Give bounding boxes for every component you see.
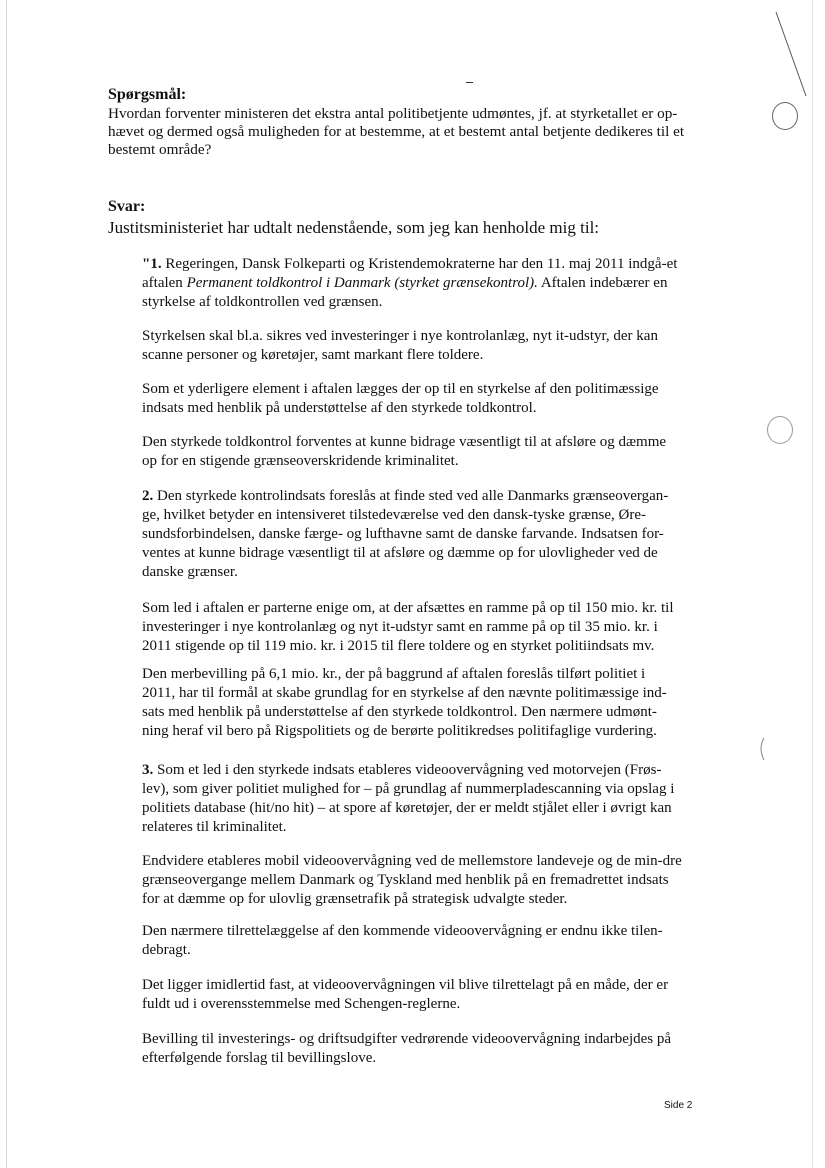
paragraph-text: Den styrkede toldkontrol forventes at kunne bidrage væsentligt til at afsløre og dæmme op for en stigende grænseoverskridende kriminalitet.	[142, 434, 667, 469]
scan-diagonal-mark	[776, 12, 806, 96]
paragraph-text: Som et led i den styrkede indsats etableres videoovervågning ved motorvejen (Frøs-lev), som giver politiet mulighed for – på grundlag af nummerpladescanning via opslag i politiets database (hit/no hit) – at spore af køretøjer, der er meldt stjålet eller i øvrigt kan relateres til kriminalitet.	[142, 762, 675, 835]
answer-paragraph	[142, 327, 682, 365]
answer-paragraph	[142, 255, 682, 312]
paragraph-number: "1.	[142, 256, 162, 272]
question-heading: Spørgsmål:	[108, 86, 187, 103]
paragraph-text: Bevilling til investerings- og driftsudgifter vedrørende videoovervågning indarbejdes på efterfølgende forslag til bevillingslove.	[142, 1031, 672, 1066]
answer-paragraph	[142, 380, 682, 418]
answer-paragraph	[142, 665, 682, 741]
answer-paragraph	[142, 487, 682, 582]
answer-paragraph	[142, 599, 682, 656]
answer-paragraph	[142, 852, 682, 909]
answer-paragraph	[142, 976, 682, 1014]
answer-paragraph	[142, 761, 682, 837]
agreement-title: Permanent toldkontrol i Danmark (styrket grænsekontrol).	[186, 275, 538, 291]
paragraph-text: Som et yderligere element i aftalen lægges der op til en styrkelse af den politimæssige indsats med henblik på understøttelse af den styrkede toldkontrol.	[142, 381, 659, 416]
paragraph-number: 2.	[142, 488, 154, 504]
scan-speck	[466, 82, 473, 83]
question-text: Hvordan forventer ministeren det ekstra antal politibetjente udmøntes, jf. at styrketallet er op-hævet og dermed også muligheden for at bestemme, at et bestemt antal betjente dedikeres til et bestemt område?	[108, 105, 685, 158]
paragraph-text: Regeringen, Dansk Folkeparti og Kristendemokraterne har den 11. maj 2011 indgå-et aftalen	[142, 256, 678, 291]
paragraph-text: Endvidere etableres mobil videoovervågning ved de mellemstore landeveje og de min-dre grænseovergange mellem Danmark og Tyskland med henblik på en fremadrettet indsats for at dæmme op for ulovlig grænsetrafik på strategisk udvalgte steder.	[142, 853, 682, 907]
answer-paragraph	[142, 433, 682, 471]
paragraph-text: Den styrkede kontrolindsats foreslås at finde sted ved alle Danmarks grænseovergan-ge, hvilket betyder en intensiveret tilstedeværelse ved den dansk-tyske grænse, Øre-sundsforbindelsen, danske færge- og lufthavne samt de danske farvande. Indsatsen for-ventes at kunne bidrage væsentligt til at afsløre og dæmme op for ulovligheder ved de danske grænser.	[142, 488, 669, 580]
answer-paragraph	[142, 1030, 682, 1068]
punch-hole-middle	[767, 416, 793, 444]
paragraph-number: 3.	[142, 762, 154, 778]
answer-intro: Justitsministeriet har udtalt nedenstående, som jeg kan henholde mig til:	[108, 218, 600, 237]
paragraph-text: Det ligger imidlertid fast, at videoovervågningen vil blive tilrettelagt på en måde, der er fuldt ud i overensstemmelse med Schengen-reglerne.	[142, 977, 669, 1012]
scan-bracket-mark	[761, 738, 764, 760]
paragraph-text: Den merbevilling på 6,1 mio. kr., der på baggrund af aftalen foreslås tilført politiet i 2011, har til formål at skabe grundlag for en styrkelse af den nævnte politimæssige ind-sats med henblik på understøttelse af den styrkede toldkontrol. Den nærmere udmønt-ning heraf vil bero på Rigspolitiets og de berørte politikredses politifaglige vurdering.	[142, 666, 667, 739]
answer-heading: Svar:	[108, 198, 146, 215]
paragraph-text: Den nærmere tilrettelæggelse af den kommende videoovervågning er endnu ikke tilen-debragt.	[142, 923, 663, 958]
paragraph-text: Som led i aftalen er parterne enige om, at der afsættes en ramme på op til 150 mio. kr. til investeringer i nye kontrolanlæg og nyt it-udstyr samt en ramme på op til 35 mio. kr. i 2011 stigende op til 119 mio. kr. i 2015 til flere toldere og en styrket politiindsats mv.	[142, 600, 674, 654]
punch-hole-top	[772, 102, 798, 130]
paragraph-text: Styrkelsen skal bl.a. sikres ved investeringer i nye kontrolanlæg, nyt it-udstyr, der kan scanne personer og køretøjer, samt markant flere toldere.	[142, 328, 658, 363]
page-number: Side 2	[664, 1100, 693, 1111]
answer-paragraph	[142, 922, 682, 960]
paragraph-text-end: Aftalen indebærer en styrkelse af toldkontrollen ved grænsen.	[142, 275, 668, 310]
